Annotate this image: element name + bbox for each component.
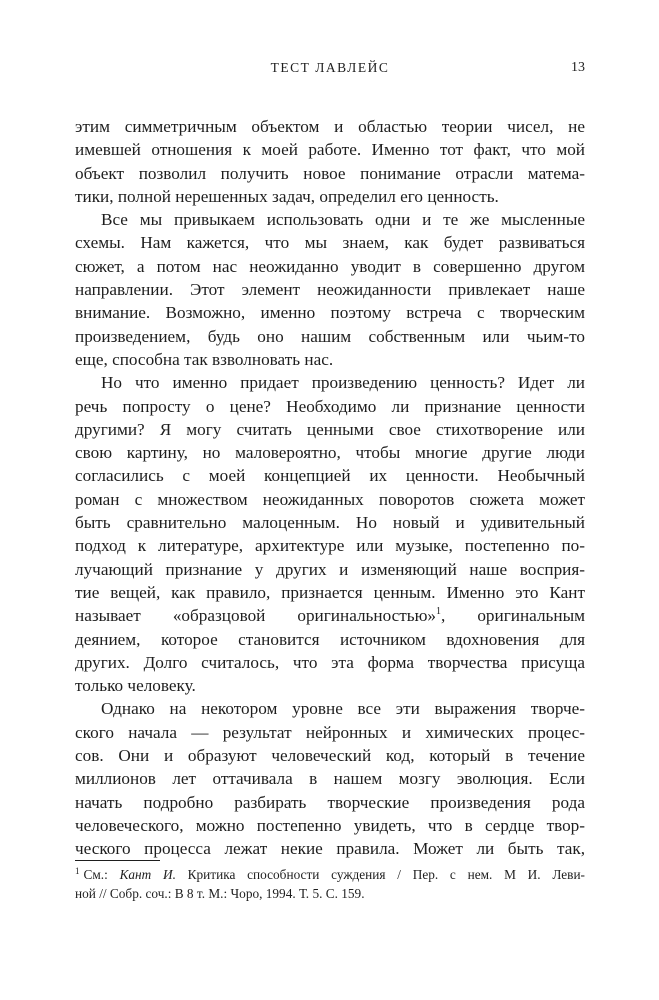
- text-line: только человеку.: [75, 676, 196, 696]
- text-line: Но что именно придает произведению ценность? Идет ли: [101, 373, 585, 393]
- footnote-prefix: См.:: [83, 867, 120, 882]
- text-line: произведением, будь оно нашим собственным или чьим-то: [75, 326, 585, 346]
- page-number: 13: [571, 60, 585, 75]
- text-line: тики, полной нерешенных задач, определил его ценность.: [75, 186, 499, 206]
- footnote-line: [75, 865, 585, 884]
- paragraph-1: [75, 115, 585, 208]
- text-line: роман с множеством неожиданных поворотов сюжета может: [75, 489, 585, 509]
- text-line: этим симметричным объектом и областью теории чисел, не: [75, 117, 585, 136]
- paragraph-2: [75, 208, 585, 371]
- paragraph-3: [75, 371, 585, 697]
- text-line-with-footnote-ref: [75, 604, 585, 627]
- text-line: лучающий признание у других и изменяющий наше восприя-: [75, 559, 585, 579]
- paragraph-4: [75, 697, 585, 860]
- text-line: деянием, которое становится источником вдохновения для: [75, 629, 585, 649]
- text-line: свою картину, но маловероятно, чтобы многие другие люди: [75, 443, 585, 463]
- text-line: сов. Они и образуют человеческий код, который в течение: [75, 746, 585, 766]
- text-line: направлении. Этот элемент неожиданности привлекает наше: [75, 280, 585, 300]
- text-line: ского начала — результат нейронных и химических процес-: [75, 722, 585, 742]
- body-text: [75, 115, 585, 861]
- text-line: речь попросту о цене? Необходимо ли признание ценности: [75, 396, 585, 416]
- text-line: еще, способна так взволновать нас.: [75, 349, 334, 369]
- footnote-author: Кант И.: [119, 867, 176, 882]
- footnote-mark: 1: [75, 866, 80, 876]
- text-line: начать подробно разбирать творческие произведения рода: [75, 792, 585, 812]
- text-line: Все мы привыкаем использовать одни и те же мысленные: [101, 210, 585, 230]
- text-segment: , оригинальным: [441, 606, 585, 626]
- text-line: сюжет, а потом нас неожиданно уводит в совершенно другом: [75, 256, 585, 276]
- text-line: быть сравнительно малоценным. Но новый и удивительный: [75, 513, 585, 533]
- text-line: согласились с моей концепцией их ценности. Необычный: [75, 466, 585, 486]
- footnote-line: ной // Собр. соч.: В 8 т. М.: Чоро, 1994. Т. 5. С. 159.: [75, 886, 365, 901]
- text-line: Однако на некотором уровне все эти выражения творче-: [101, 699, 585, 719]
- text-line: других. Долго считалось, что эта форма творчества присуща: [75, 652, 585, 672]
- running-title: ТЕСТ ЛАВЛЕЙС: [270, 60, 390, 75]
- text-segment: называет «образцовой оригинальностью»: [75, 606, 437, 626]
- text-line: внимание. Возможно, именно поэтому встреча с творческим: [75, 303, 585, 323]
- text-line: миллионов лет оттачивала в нашем мозгу эволюция. Если: [75, 769, 585, 789]
- text-line: человеческого, можно постепенно увидеть, что в сердце твор-: [75, 815, 585, 835]
- text-line: подход к литературе, архитектуре или музыке, постепенно по-: [75, 536, 585, 556]
- text-line: объект позволил получить новое понимание отрасли матема-: [75, 163, 585, 183]
- text-line: имевшей отношения к моей работе. Именно тот факт, что мой: [75, 140, 585, 160]
- text-line: тие вещей, как правило, признается ценным. Именно это Кант: [75, 582, 585, 602]
- footnote-divider: [75, 860, 160, 861]
- text-line: ческого процесса лежат некие правила. Может ли быть так,: [75, 839, 585, 859]
- footnote-text: Критика способности суждения / Пер. с нем. М И. Леви-: [175, 867, 585, 882]
- footnote: [75, 865, 585, 903]
- running-header: [75, 60, 585, 82]
- footnote-reference[interactable]: 1: [436, 606, 442, 618]
- text-line: другими? Я могу считать ценными свое стихотворение или: [75, 419, 585, 439]
- text-line: схемы. Нам кажется, что мы знаем, как будет развиваться: [75, 233, 585, 253]
